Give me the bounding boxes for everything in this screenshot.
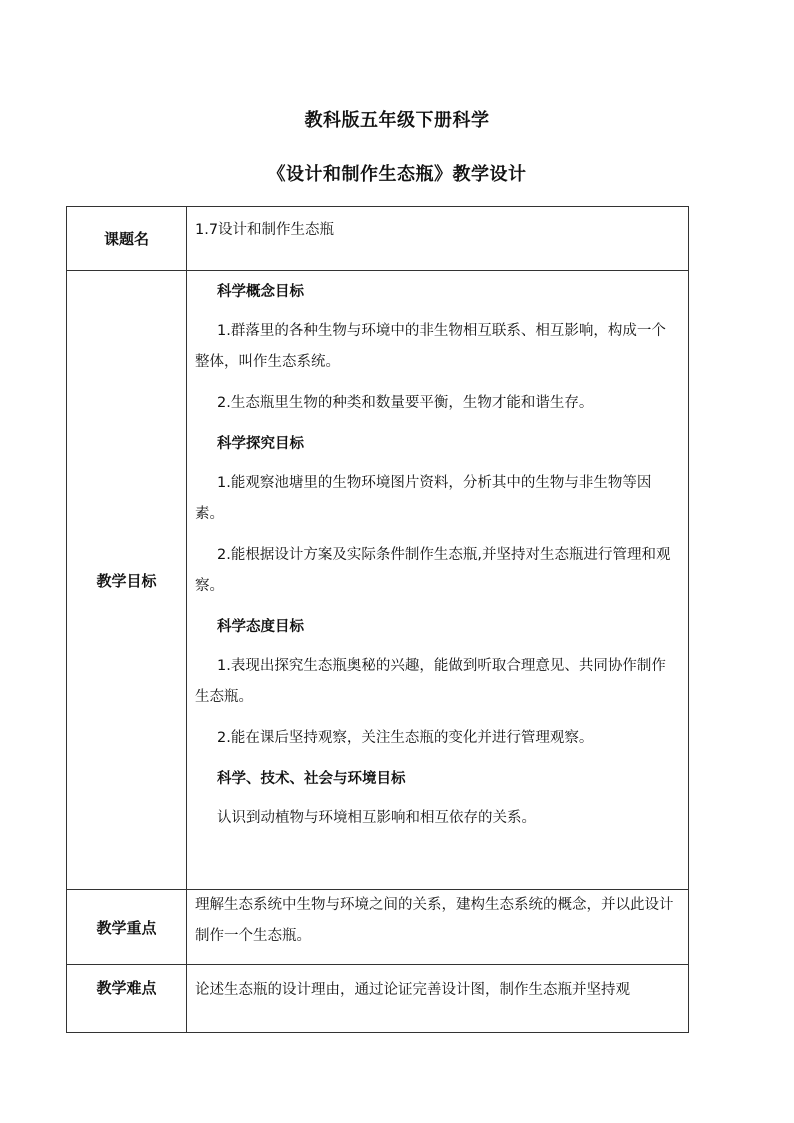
concept-goal-item: 2.生态瓶里生物的种类和数量要平衡，生物才能和谐生存。: [217, 395, 594, 411]
inquiry-goal-item: 2.能根据设计方案及实际条件制作生态瓶,并坚持对生态瓶进行管理和观察。: [195, 547, 671, 594]
concept-goal-item: 1.群落里的各种生物与环境中的非生物相互联系、相互影响，构成一个整体，叫作生态系统。: [195, 323, 666, 370]
attitude-goal-item: 1.表现出探究生态瓶奥秘的兴趣，能做到听取合理意见、共同协作制作生态瓶。: [195, 658, 666, 705]
table-row-key-points: [67, 890, 689, 965]
difficulties-label-text: 教学难点: [96, 979, 157, 997]
stse-goal-item: 认识到动植物与环境相互影响和相互依存的关系。: [217, 810, 536, 826]
goals-label: [67, 271, 187, 890]
difficulties-value: 论述生态瓶的设计理由，通过论证完善设计图，制作生态瓶并坚持观: [187, 965, 689, 1033]
table-row-topic: [67, 207, 689, 271]
table-row-difficulties: [67, 965, 689, 1033]
attitude-goal-item: 2.能在课后坚持观察，关注生态瓶的变化并进行管理观察。: [217, 730, 594, 746]
inquiry-goal-item: 1.能观察池塘里的生物环境图片资料，分析其中的生物与非生物等因素。: [195, 475, 652, 522]
inquiry-goal-heading: 科学探究目标: [217, 436, 304, 452]
difficulties-label: [67, 965, 187, 1033]
document-title: 教科版五年级下册科学: [304, 110, 490, 131]
stse-goal-heading: 科学、技术、社会与环境目标: [217, 771, 406, 787]
key-points-value: 理解生态系统中生物与环境之间的关系，建构生态系统的概念，并以此设计制作一个生态瓶。: [187, 890, 689, 965]
topic-label-text: 课题名: [103, 230, 149, 248]
goals-label-text: 教学目标: [96, 571, 157, 590]
attitude-goal-heading: 科学态度目标: [217, 619, 304, 635]
goals-content: [187, 271, 689, 890]
topic-value: 1.7设计和制作生态瓶: [187, 207, 689, 271]
table-row-goals: [67, 271, 689, 890]
key-points-label: [67, 890, 187, 965]
lesson-plan-table: [66, 206, 689, 1033]
key-points-label-text: 教学重点: [96, 918, 157, 937]
topic-label: [67, 207, 187, 271]
concept-goal-heading: 科学概念目标: [217, 284, 304, 300]
document-subtitle: 《设计和制作生态瓶》教学设计: [267, 164, 527, 185]
